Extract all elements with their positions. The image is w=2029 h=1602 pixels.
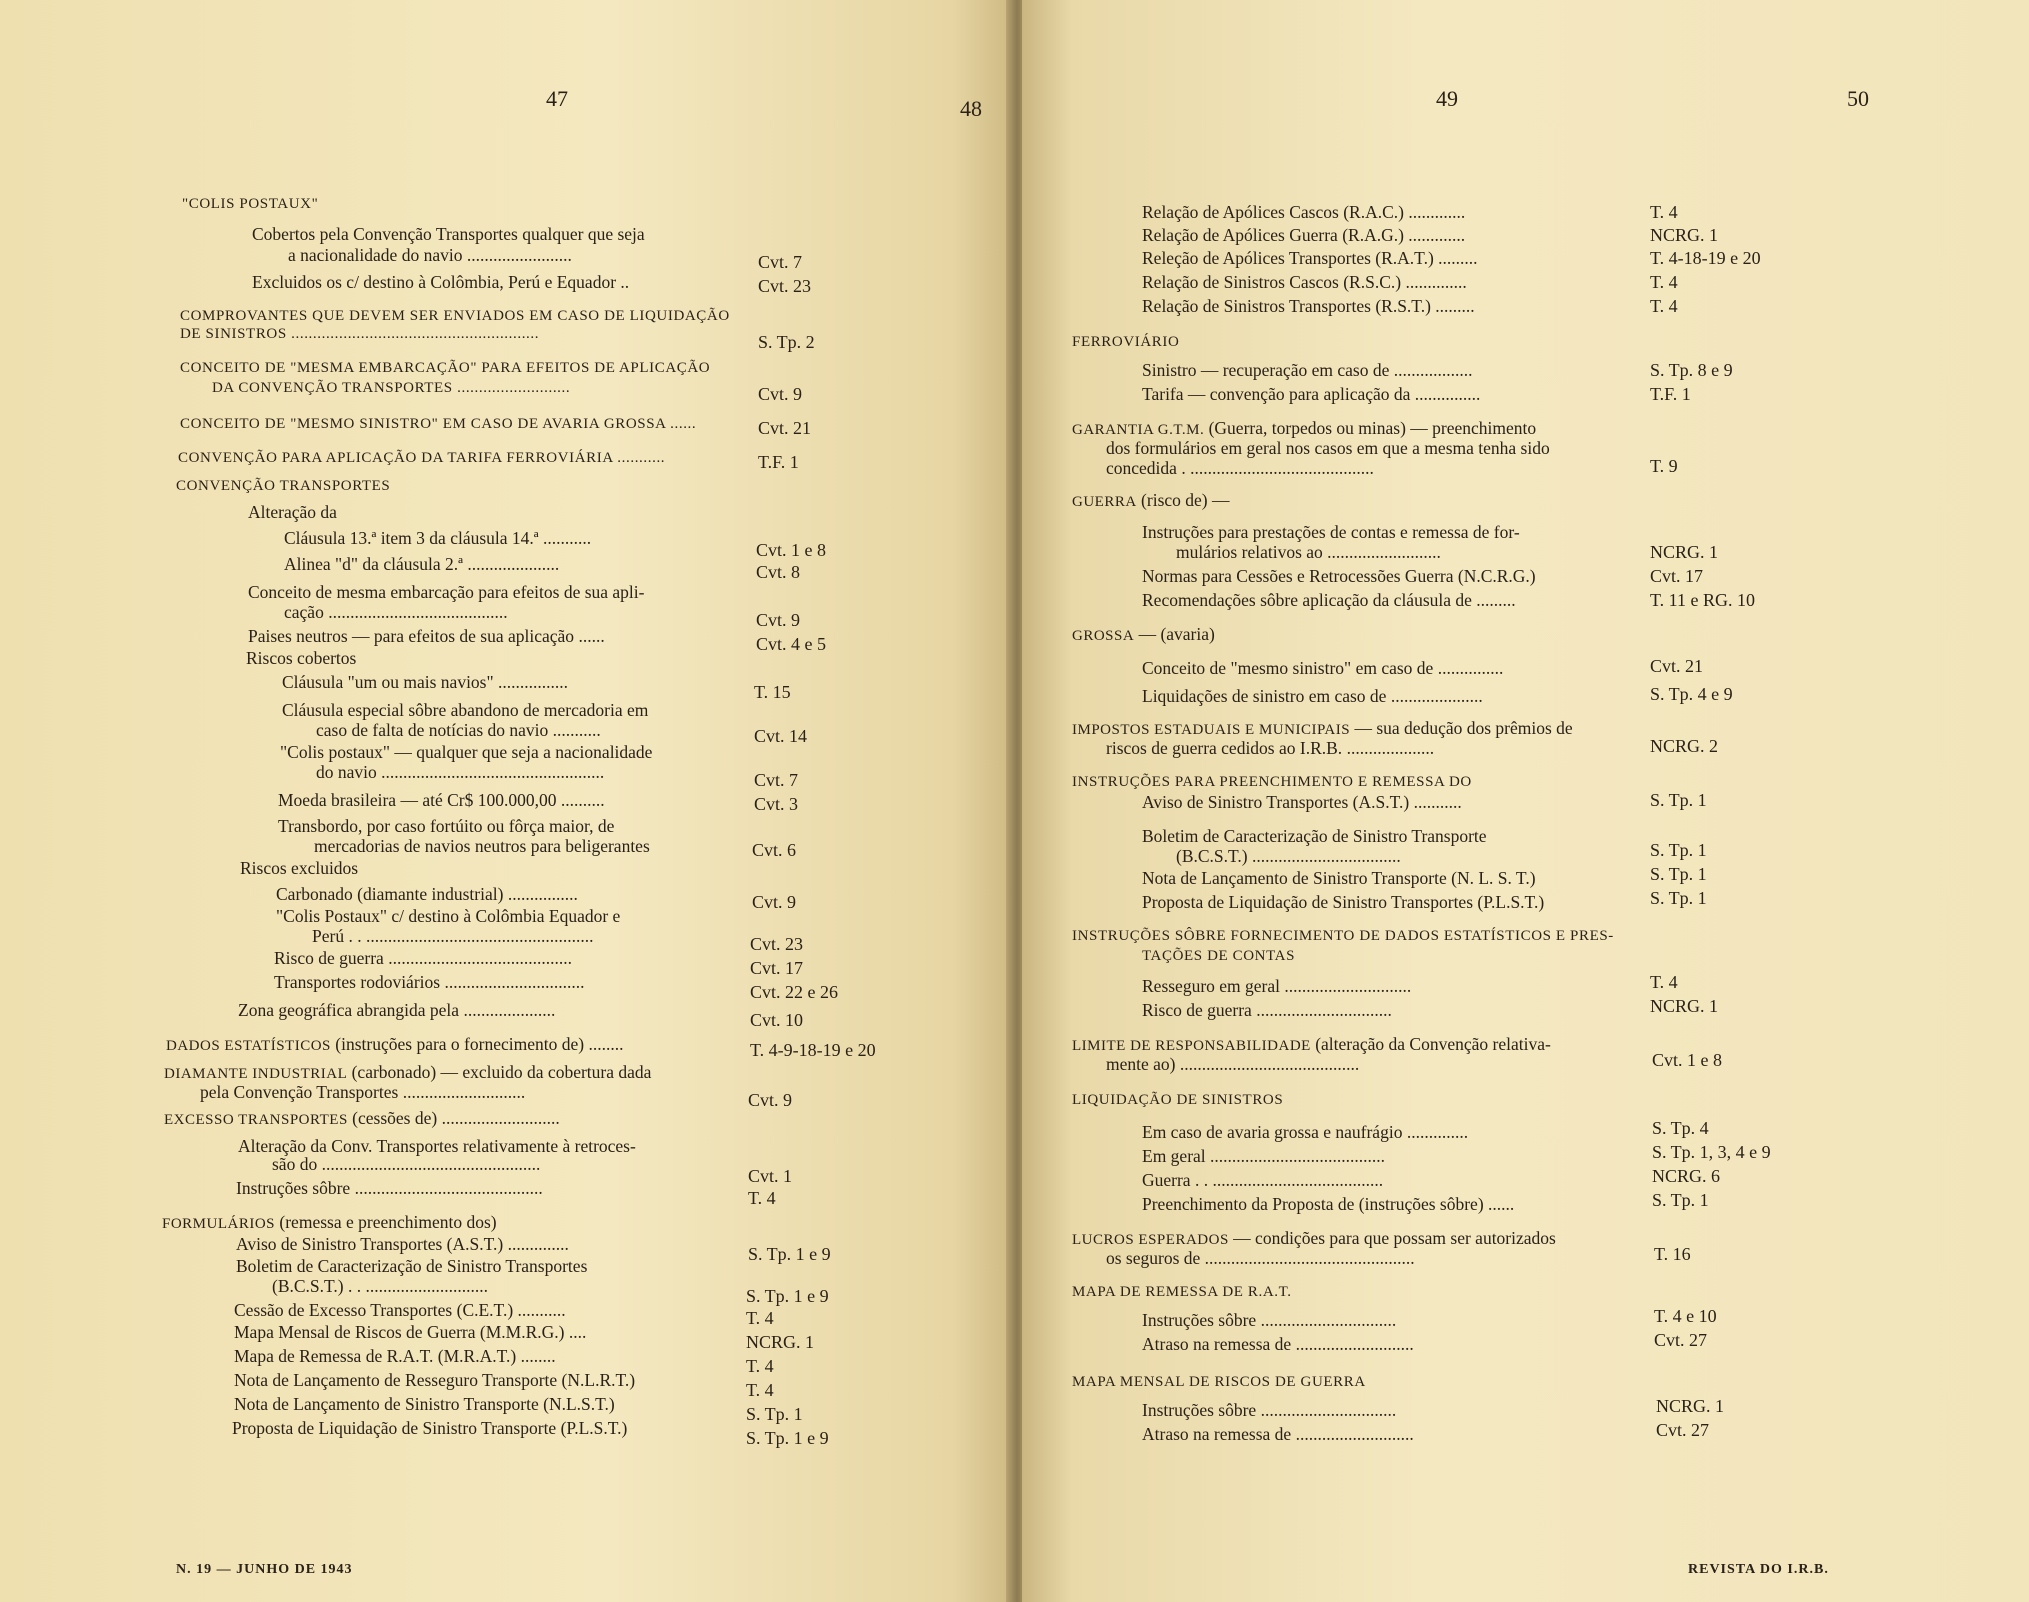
ref-relacao-guerra: NCRG. 1	[1650, 225, 1719, 245]
entry-text: Releção de Apólices Transportes (R.A.T.)	[1142, 248, 1434, 268]
entry-text: Tarifa — convenção para aplicação da	[1142, 384, 1411, 404]
entry-text: DE SINISTROS	[180, 326, 287, 342]
ref-recomendacoes: T. 11 e RG. 10	[1650, 590, 1755, 610]
ref-alteracao-conv: Cvt. 1	[748, 1166, 793, 1186]
entry-text: Zona geográfica abrangida pela	[238, 1000, 460, 1020]
ref-clausula-13: Cvt. 1 e 8	[756, 540, 826, 560]
ref-carbonado: Cvt. 9	[752, 892, 797, 912]
ref-moeda: Cvt. 3	[754, 794, 799, 814]
entry-text: Paises neutros — para efeitos de sua aplicação	[248, 626, 575, 646]
entry-relacao-sinistros-transportes: Relação de Sinistros Transportes (R.S.T.) .........	[1142, 296, 1475, 316]
entry-text: Atraso na remessa de	[1142, 1334, 1292, 1354]
page-number-47: 47	[546, 86, 568, 111]
ref-conceito-sinistro: Cvt. 21	[758, 418, 812, 438]
entry-text: pela Convenção Transportes	[200, 1082, 399, 1102]
ref-proposta-plst: S. Tp. 1	[1650, 888, 1707, 908]
entry-proposta-liquidacao: Proposta de Liquidação de Sinistro Transporte (P.L.S.T.)	[232, 1418, 628, 1438]
entry-text: Conceito de "mesmo sinistro" em caso de	[1142, 658, 1434, 678]
entry-boletim-line1: Boletim de Caracterização de Sinistro Transportes	[236, 1256, 588, 1276]
ref-boletim-bcst: S. Tp. 1	[1650, 840, 1707, 860]
entry-text: (B.C.S.T.)	[272, 1276, 344, 1296]
entry-instrucoes-mapa-mensal: Instruções sôbre ...............................	[1142, 1400, 1397, 1420]
ref-risco-guerra: Cvt. 17	[750, 958, 804, 978]
entry-aviso-sinistro: Aviso de Sinistro Transportes (A.S.T.) ..............	[236, 1234, 569, 1254]
entry-text: Em geral	[1142, 1146, 1206, 1166]
entry-text: Mapa de Remessa de R.A.T. (M.R.A.T.)	[234, 1346, 517, 1366]
entry-text: Aviso de Sinistro Transportes (A.S.T.)	[1142, 792, 1410, 812]
entry-conceito-mesma-line2: cação .........................................	[284, 602, 508, 622]
left-page	[0, 0, 1012, 1602]
entry-text: (remessa e preenchimento dos)	[279, 1212, 497, 1232]
entry-text: os seguros de	[1106, 1248, 1201, 1268]
entry-dados-estatisticos: DADOS ESTATÍSTICOS (instruções para o fornecimento de) ........	[166, 1034, 624, 1054]
heading-conceito-sinistro: CONCEITO DE "MESMO SINISTRO" EM CASO DE AVARIA GROSSA ......	[180, 416, 697, 432]
entry-boletim-bcst-line2: (B.C.S.T.) ..................................	[1176, 846, 1401, 866]
entry-colis-cobertos-line1: Cobertos pela Convenção Transportes qualquer que seja	[252, 224, 645, 244]
right-page	[1022, 0, 2029, 1602]
ref-cessao-excesso: T. 4	[746, 1308, 774, 1328]
entry-text: Cláusula "um ou mais navios"	[282, 672, 494, 692]
entry-excesso-transportes: EXCESSO TRANSPORTES (cessões de) ...........................	[164, 1108, 560, 1128]
heading-colis-postaux: "COLIS POSTAUX"	[182, 196, 319, 212]
ref-relacao-sinistros-transportes: T. 4	[1650, 296, 1678, 316]
ref-clausula-especial: Cvt. 14	[754, 726, 808, 746]
entry-formularios	[162, 1212, 497, 1235]
entry-text: Resseguro em geral	[1142, 976, 1281, 996]
entry-riscos-excluidos: Riscos excluidos	[240, 858, 359, 878]
ref-resseguro-geral: T. 4	[1650, 972, 1678, 992]
footer-issue: N. 19 — JUNHO DE 1943	[176, 1562, 353, 1577]
entry-text: (cessões de)	[352, 1108, 438, 1128]
entry-lucros-line2: os seguros de ................................................	[1106, 1248, 1415, 1268]
entry-tarifa: Tarifa — convenção para aplicação da ...............	[1142, 384, 1481, 404]
ref-impostos: NCRG. 2	[1650, 736, 1719, 756]
entry-text: Carbonado (diamante industrial)	[276, 884, 504, 904]
ref-aviso-ast: S. Tp. 1	[1650, 790, 1707, 810]
entry-text: Excluidos os c/ destino à Colômbia, Perú e Equador	[252, 272, 617, 292]
entry-text: Relação de Apólices Cascos (R.A.C.)	[1142, 202, 1404, 222]
entry-colis-cobertos-line2: a nacionalidade do navio ........................	[288, 245, 572, 265]
ref-aviso-sinistro: S. Tp. 1 e 9	[748, 1244, 831, 1264]
ref-paises: Cvt. 4 e 5	[756, 634, 826, 654]
heading-instrucoes-preenchimento: INSTRUÇÕES PARA PREENCHIMENTO E REMESSA DO	[1072, 774, 1472, 790]
entry-caps: FORMULÁRIOS	[162, 1216, 276, 1232]
ref-nota-resseguro: T. 4	[746, 1380, 774, 1400]
entry-text: (Guerra, torpedos ou minas) — preenchimento	[1208, 418, 1537, 438]
entry-text: (alteração da Convenção relativa-	[1315, 1034, 1551, 1054]
ref-relacao-sinistros-cascos: T. 4	[1650, 272, 1678, 292]
entry-text: caso de falta de notícias do navio	[316, 720, 549, 740]
ref-relacao-transportes: T. 4-18-19 e 20	[1650, 248, 1761, 268]
ref-transportes-rodoviarios: Cvt. 22 e 26	[750, 982, 838, 1002]
ref-alinea: Cvt. 8	[756, 562, 801, 582]
entry-instrucoes-prestacoes-line2: mulários relativos ao ..........................	[1176, 542, 1441, 562]
entry-garantia-line2: dos formulários em geral nos casos em que a mesma tenha sido	[1106, 438, 1550, 458]
entry-carbonado: Carbonado (diamante industrial) ................	[276, 884, 578, 904]
entry-colis-qualquer-line1: "Colis postaux" — qualquer que seja a nacionalidade	[280, 742, 653, 762]
ref-limite: Cvt. 1 e 8	[1652, 1050, 1722, 1070]
entry-zona-geografica: Zona geográfica abrangida pela .....................	[238, 1000, 556, 1020]
entry-guerra	[1072, 490, 1230, 513]
entry-clausula-um: Cláusula "um ou mais navios" ................	[282, 672, 569, 692]
ref-conceito-embarcacao: Cvt. 9	[758, 384, 803, 404]
ref-tarifa: T.F. 1	[1650, 384, 1691, 404]
entry-caps: GUERRA	[1072, 494, 1137, 510]
entry-mapa-mensal: Mapa Mensal de Riscos de Guerra (M.M.R.G.) ....	[234, 1322, 587, 1342]
entry-caps: IMPOSTOS ESTADUAIS E MUNICIPAIS	[1072, 722, 1351, 738]
entry-text: a nacionalidade do navio	[288, 245, 463, 265]
entry-resseguro-geral: Resseguro em geral .............................	[1142, 976, 1412, 996]
entry-text: CONVENÇÃO PARA APLICAÇÃO DA TARIFA FERROVIÁRIA	[178, 450, 613, 466]
ref-instrucoes-sobre: T. 4	[748, 1188, 776, 1208]
entry-text: Risco de guerra	[1142, 1000, 1252, 1020]
entry-caps: DADOS ESTATÍSTICOS	[166, 1038, 331, 1054]
ref-mapa-remessa: T. 4	[746, 1356, 774, 1376]
entry-conceito-mesma-line1: Conceito de mesma embarcação para efeitos de sua apli-	[248, 582, 645, 602]
entry-text: (instruções para o fornecimento de)	[335, 1034, 585, 1054]
footer-journal: REVISTA DO I.R.B.	[1688, 1562, 1829, 1577]
heading-convencao-tarifa: CONVENÇÃO PARA APLICAÇÃO DA TARIFA FERROVIÁRIA ...........	[178, 450, 666, 466]
ref-transbordo: Cvt. 6	[752, 840, 797, 860]
entry-text: Risco de guerra	[274, 948, 384, 968]
heading-conceito-embarcacao-line2: DA CONVENÇÃO TRANSPORTES ..........................	[212, 380, 571, 396]
entry-moeda: Moeda brasileira — até Cr$ 100.000,00 ..........	[278, 790, 605, 810]
heading-ferroviario: FERROVIÁRIO	[1072, 334, 1180, 350]
ref-comprovantes: S. Tp. 2	[758, 332, 815, 352]
entry-mapa-remessa: Mapa de Remessa de R.A.T. (M.R.A.T.) ........	[234, 1346, 556, 1366]
entry-alteracao: Alteração da	[248, 502, 337, 522]
entry-text: do navio	[316, 762, 377, 782]
page-number-48: 48	[960, 96, 982, 121]
entry-text: Liquidações de sinistro em caso de	[1142, 686, 1387, 706]
entry-cessao-excesso: Cessão de Excesso Transportes (C.E.T.) ...........	[234, 1300, 566, 1320]
entry-normas: Normas para Cessões e Retrocessões Guerra (N.C.R.G.)	[1142, 566, 1536, 586]
page-number-49: 49	[1436, 86, 1458, 111]
ref-proposta-liquidacao: S. Tp. 1 e 9	[746, 1428, 829, 1448]
entry-text: são do	[272, 1154, 318, 1174]
entry-alinea: Alinea "d" da cláusula 2.ª .....................	[284, 554, 560, 574]
entry-caps: GARANTIA G.T.M.	[1072, 422, 1205, 438]
entry-text: (carbonado) — excluido da cobertura dada	[351, 1062, 652, 1082]
ref-diamante: Cvt. 9	[748, 1090, 793, 1110]
entry-colis-destino-line1: "Colis Postaux" c/ destino à Colômbia Equador e	[276, 906, 621, 926]
entry-colis-excluidos: Excluidos os c/ destino à Colômbia, Perú e Equador ..	[252, 272, 630, 292]
entry-sinistro-recuperacao: Sinistro — recuperação em caso de ..................	[1142, 360, 1473, 380]
ref-dados-estatisticos: T. 4-9-18-19 e 20	[750, 1040, 876, 1060]
entry-text: Cláusula 13.ª item 3 da cláusula 14.ª	[284, 528, 539, 548]
heading-convencao-transportes: CONVENÇÃO TRANSPORTES	[176, 478, 391, 494]
entry-text: Instruções sôbre	[236, 1178, 351, 1198]
ref-lucros: T. 16	[1654, 1244, 1691, 1264]
entry-caps: EXCESSO TRANSPORTES	[164, 1112, 348, 1128]
ref-instrucoes-rat: T. 4 e 10	[1654, 1306, 1717, 1326]
entry-preenchimento-proposta: Preenchimento da Proposta de (instruções sôbre) ......	[1142, 1194, 1515, 1214]
entry-recomendacoes: Recomendações sôbre aplicação da cláusula de .........	[1142, 590, 1516, 610]
entry-relacao-guerra: Relação de Apólices Guerra (R.A.G.) .............	[1142, 225, 1466, 245]
entry-transbordo-line1: Transbordo, por caso fortúito ou fôrça maior, de	[278, 816, 615, 836]
entry-text: (B.C.S.T.)	[1176, 846, 1248, 866]
entry-instrucoes-prestacoes-line1: Instruções para prestações de contas e remessa de for-	[1142, 522, 1520, 542]
entry-text: riscos de guerra cedidos ao I.R.B.	[1106, 738, 1343, 758]
ref-boletim: S. Tp. 1 e 9	[746, 1286, 829, 1306]
heading-comprovantes-line2: DE SINISTROS .........................................................	[180, 326, 540, 342]
entry-text: Alinea "d" da cláusula 2.ª	[284, 554, 463, 574]
entry-text: DA CONVENÇÃO TRANSPORTES	[212, 380, 453, 396]
entry-aviso-ast: Aviso de Sinistro Transportes (A.S.T.) ...........	[1142, 792, 1462, 812]
entry-boletim-bcst-line1: Boletim de Caracterização de Sinistro Transporte	[1142, 826, 1487, 846]
entry-text: — condições para que possam ser autorizados	[1233, 1228, 1556, 1248]
entry-text: (risco de) —	[1141, 490, 1230, 510]
ref-relacao-cascos: T. 4	[1650, 202, 1678, 222]
entry-garantia-line3: concedida . ..........................................	[1106, 458, 1374, 478]
ref-garantia: T. 9	[1650, 456, 1678, 476]
entry-alteracao-conv-line1: Alteração da Conv. Transportes relativamente à retroces-	[238, 1136, 636, 1156]
entry-impostos-line2: riscos de guerra cedidos ao I.R.B. ....................	[1106, 738, 1435, 758]
entry-text: Relação de Sinistros Transportes (R.S.T.)	[1142, 296, 1431, 316]
entry-text: Perú	[312, 926, 345, 946]
entry-text: concedida	[1106, 458, 1177, 478]
heading-comprovantes: COMPROVANTES QUE DEVEM SER ENVIADOS EM CASO DE LIQUIDAÇÃO	[180, 308, 730, 324]
ref-clausula-um: T. 15	[754, 682, 791, 702]
ref-liquidacoes-sinistro: S. Tp. 4 e 9	[1650, 684, 1733, 704]
entry-caps: DIAMANTE INDUSTRIAL	[164, 1066, 348, 1082]
ref-colis-cobertos: Cvt. 7	[758, 252, 803, 272]
ref-atraso-mapa-mensal: Cvt. 27	[1656, 1420, 1710, 1440]
ref-convencao-tarifa: T.F. 1	[758, 452, 799, 472]
ref-preenchimento-proposta: S. Tp. 1	[1652, 1190, 1709, 1210]
entry-grossa	[1072, 624, 1215, 647]
entry-colis-destino-line2: Perú . . ....................................................	[312, 926, 594, 946]
ref-instrucoes-mapa-mensal: NCRG. 1	[1656, 1396, 1725, 1416]
ref-conceito-mesma: Cvt. 9	[756, 610, 801, 630]
entry-text: Guerra	[1142, 1170, 1191, 1190]
entry-limite-line2: mente ao) .........................................	[1106, 1054, 1360, 1074]
heading-mapa-remessa-rat: MAPA DE REMESSA DE R.A.T.	[1072, 1284, 1292, 1300]
entry-diamante-line2: pela Convenção Transportes ............................	[200, 1082, 526, 1102]
ref-nota-nlst: S. Tp. 1	[1650, 864, 1707, 884]
entry-nota-nlst: Nota de Lançamento de Sinistro Transporte (N. L. S. T.)	[1142, 868, 1536, 888]
entry-text: Cessão de Excesso Transportes (C.E.T.)	[234, 1300, 514, 1320]
entry-clausula-especial-line1: Cláusula especial sôbre abandono de mercadoria em	[282, 700, 649, 720]
entry-liquidacoes-sinistro: Liquidações de sinistro em caso de .....................	[1142, 686, 1483, 706]
ref-colis-excluidos: Cvt. 23	[758, 276, 812, 296]
entry-nota-sinistro: Nota de Lançamento de Sinistro Transporte (N.L.S.T.)	[234, 1394, 615, 1414]
entry-text: Atraso na remessa de	[1142, 1424, 1292, 1444]
entry-paises: Paises neutros — para efeitos de sua aplicação ......	[248, 626, 605, 646]
entry-instrucoes-rat: Instruções sôbre ...............................	[1142, 1310, 1397, 1330]
heading-liquidacao-sinistros: LIQUIDAÇÃO DE SINISTROS	[1072, 1092, 1284, 1108]
ref-colis-destino: Cvt. 23	[750, 934, 804, 954]
entry-text: Moeda brasileira — até Cr$ 100.000,00	[278, 790, 557, 810]
entry-text: — sua dedução dos prêmios de	[1354, 718, 1573, 738]
entry-colis-qualquer-line2: do navio ...................................................	[316, 762, 605, 782]
entry-text: Mapa Mensal de Riscos de Guerra (M.M.R.G.)	[234, 1322, 565, 1342]
ref-liquidacao-guerra: NCRG. 6	[1652, 1166, 1721, 1186]
entry-transportes-rodoviarios: Transportes rodoviários ................................	[274, 972, 585, 992]
ref-normas: Cvt. 17	[1650, 566, 1704, 586]
entry-text: Instruções sôbre	[1142, 1310, 1257, 1330]
entry-risco-guerra: Risco de guerra ...............................	[1142, 1000, 1392, 1020]
entry-text: Transportes rodoviários	[274, 972, 441, 992]
entry-clausula-especial-line2: caso de falta de notícias do navio ...........	[316, 720, 601, 740]
entry-atraso-rat: Atraso na remessa de ...........................	[1142, 1334, 1414, 1354]
entry-liquidacao-guerra: Guerra . . .......................................	[1142, 1170, 1384, 1190]
entry-text: Em caso de avaria grossa e naufrágio	[1142, 1122, 1403, 1142]
entry-alteracao-conv-line2: são do ..................................................	[272, 1154, 541, 1174]
entry-nota-resseguro: Nota de Lançamento de Resseguro Transporte (N.L.R.T.)	[234, 1370, 636, 1390]
entry-text: Recomendações sôbre aplicação da cláusula de	[1142, 590, 1472, 610]
entry-em-caso-avaria: Em caso de avaria grossa e naufrágio ..............	[1142, 1122, 1469, 1142]
ref-em-caso-avaria: S. Tp. 4	[1652, 1118, 1709, 1138]
ref-conceito-mesmo: Cvt. 21	[1650, 656, 1704, 676]
heading-instrucoes-fornecimento-line2: TAÇÕES DE CONTAS	[1142, 948, 1296, 964]
entry-relacao-cascos: Relação de Apólices Cascos (R.A.C.) .............	[1142, 202, 1466, 222]
heading-mapa-mensal-riscos: MAPA MENSAL DE RISCOS DE GUERRA	[1072, 1374, 1366, 1390]
ref-colis-qualquer: Cvt. 7	[754, 770, 799, 790]
ref-nota-sinistro: S. Tp. 1	[746, 1404, 803, 1424]
entry-text: Sinistro — recuperação em caso de	[1142, 360, 1390, 380]
entry-text: Relação de Apólices Guerra (R.A.G.)	[1142, 225, 1404, 245]
ref-mapa-mensal: NCRG. 1	[746, 1332, 815, 1352]
ref-sinistro-recuperacao: S. Tp. 8 e 9	[1650, 360, 1733, 380]
entry-text: — (avaria)	[1138, 624, 1215, 644]
entry-text: Instruções sôbre	[1142, 1400, 1257, 1420]
entry-boletim-line2: (B.C.S.T.) . . ............................	[272, 1276, 488, 1296]
entry-instrucoes-sobre: Instruções sôbre ...........................................	[236, 1178, 543, 1198]
page-number-50: 50	[1847, 86, 1869, 111]
entry-relacao-transportes: Releção de Apólices Transportes (R.A.T.) .........	[1142, 248, 1478, 268]
entry-em-geral: Em geral ........................................	[1142, 1146, 1386, 1166]
entry-text: Preenchimento da Proposta de (instruções sôbre)	[1142, 1194, 1484, 1214]
ref-instrucoes-prestacoes: NCRG. 1	[1650, 542, 1719, 562]
entry-text: CONCEITO DE "MESMO SINISTRO" EM CASO DE AVARIA GROSSA	[180, 416, 666, 432]
entry-caps: LIMITE DE RESPONSABILIDADE	[1072, 1038, 1311, 1054]
entry-caps: GROSSA	[1072, 628, 1135, 644]
ref-em-geral: S. Tp. 1, 3, 4 e 9	[1652, 1142, 1771, 1162]
ref-risco-guerra: NCRG. 1	[1650, 996, 1719, 1016]
entry-riscos-cobertos: Riscos cobertos	[246, 648, 357, 668]
entry-clausula-13: Cláusula 13.ª item 3 da cláusula 14.ª ...........	[284, 528, 592, 548]
entry-proposta-plst: Proposta de Liquidação de Sinistro Transportes (P.L.S.T.)	[1142, 892, 1545, 912]
heading-instrucoes-fornecimento: INSTRUÇÕES SÔBRE FORNECIMENTO DE DADOS ESTATÍSTICOS E PRES-	[1072, 928, 1614, 944]
entry-text: Relação de Sinistros Cascos (R.S.C.)	[1142, 272, 1402, 292]
entry-text: Aviso de Sinistro Transportes (A.S.T.)	[236, 1234, 504, 1254]
entry-relacao-sinistros-cascos: Relação de Sinistros Cascos (R.S.C.) ..............	[1142, 272, 1467, 292]
ref-zona-geografica: Cvt. 10	[750, 1010, 804, 1030]
heading-conceito-embarcacao: CONCEITO DE "MESMA EMBARCAÇÃO" PARA EFEITOS DE APLICAÇÃO	[180, 360, 711, 376]
entry-risco-guerra: Risco de guerra ..........................................	[274, 948, 572, 968]
entry-text: cação	[284, 602, 324, 622]
entry-text: mente ao)	[1106, 1054, 1176, 1074]
ref-atraso-rat: Cvt. 27	[1654, 1330, 1708, 1350]
entry-conceito-mesmo: Conceito de "mesmo sinistro" em caso de ...............	[1142, 658, 1504, 678]
entry-text: mulários relativos ao	[1176, 542, 1323, 562]
entry-transbordo-line2: mercadorias de navios neutros para beligerantes	[314, 836, 650, 856]
entry-caps: LUCROS ESPERADOS	[1072, 1232, 1229, 1248]
entry-atraso-mapa-mensal: Atraso na remessa de ...........................	[1142, 1424, 1414, 1444]
